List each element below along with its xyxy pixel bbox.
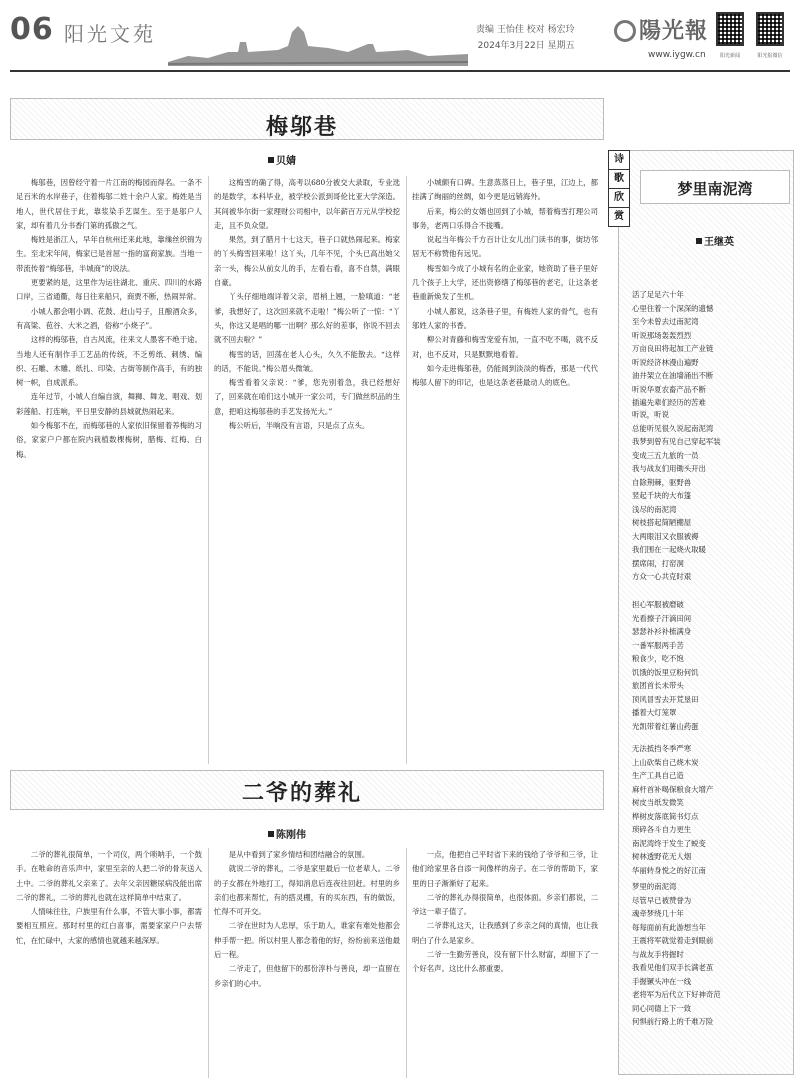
section-name: 阳光文苑 [64,22,156,46]
poem-line: 大两眼泪又衣服被褥 [632,531,699,541]
column-divider [406,176,407,764]
poem-line: 摆席闹，打窑洞 [632,558,684,568]
column-divider [208,176,209,764]
column-divider [406,848,407,1078]
poem-line: 桦树皮落底简书灯点 [632,811,699,821]
poem-line: 插遍先辈们经历的苦难 [632,398,706,407]
poem-line: 我看见他们双手长满老茧 [632,963,714,972]
column-divider [208,848,209,1078]
poem-line: 浅尽的南泥湾 [632,504,677,514]
poem-line: 树林透野花无人烟 [632,852,692,861]
poem-line: 油井架立在油墙涌出不断 [632,371,714,380]
paragraph: 柳公对青藤和梅雪宠爱有加，一直不吃不喝，就不反对，也不反对，只是默默地看着。 [412,335,598,359]
paragraph: 这样的梅邬巷，自古风流，往来文人墨客不绝于途。当地人还有制作手工艺品的传统，不乏剪纸、刺绣、编织、石雕、木雕、纸扎、印染、古街等制作高手，有的独树一帜，自成派系。 [16,335,202,388]
paragraph: 二爷葬礼这天，让我感到了乡亲之间的真情，也让我明白了什么是家乡。 [412,921,598,945]
poem-line: 老将军为后代立下好神奇范 [632,990,721,999]
poem-line: 听说那场轰轰烈烈 [632,330,692,340]
credit-block [476,22,575,54]
poem-line: 琐碎各斗自力更生 [632,825,692,834]
poem-line: 变成三五九旅的一员 [632,450,699,460]
poem-line: 自除荆棘，驱野兽 [632,477,692,487]
poem-line: 听说经济林漫山遍野 [632,357,699,367]
paragraph: 二爷在世时为人忠厚，乐于助人，谁家有难处他都会伸手帮一把。所以村里人都念着他的好，纷纷前来送他最后一程。 [214,921,400,960]
poem-line: 麻杆首补喝保粮食大增产 [632,784,714,794]
poem-line: 竖起千块的大布篷 [632,491,692,500]
article-column [412,848,598,1078]
article-column [214,848,400,1078]
poem-line: 树枝搭起简陋棚屋 [632,518,692,527]
poem-line: 南泥湾终于发生了蜕变 [632,838,706,848]
paragraph: 果然，到了腊月十七这天，巷子口就热闹起来。梅家的丫头梅雪回来啦！这丫头，几年不见，个头已高出她父亲一头，梅公从前女儿的手，左看右看，喜不自禁，满眼自豪。 [214,235,400,288]
paragraph: 梅姓是浙江人，早年自杭州迁来此地，靠缫丝织锦为生。至北宋年间，梅家已是首屈一指的富商家族。当地一带流传着“梅邬巷，半城商”的说法。 [16,235,202,273]
paragraph: 就说二爷的葬礼，二爷是家里最后一位老辈人。二爷的子女都在外地打工，得知消息后连夜往回赶。村里的乡亲们也都来帮忙，有的搭灵棚，有的买东西，有的做饭，忙得不可开交。 [214,864,400,917]
article-title: 二爷的葬礼 [241,780,362,806]
editor-line: 责编 王怡佳 校对 杨宏玲 [476,25,575,35]
paragraph: 后来，梅公的女婿也回到了小城，帮着梅雪打理公司事务，老两口乐得合不拢嘴。 [412,206,598,230]
paragraph: 二爷的葬礼很简单，一个司仪，两个唢呐手，一个鼓手。在唯命的音乐声中，家里至亲的人把二爷的骨灰送入土中。二爷的葬礼父亲来了。去年父亲因糖尿病没能出席二爷的葬礼，二爷的葬礼也就在这样简单中结束了。 [16,850,202,902]
poem-line: 无法抵挡冬季严寒 [632,744,692,753]
poem-line: 至今未曾去过南泥湾 [632,317,699,326]
poem-line: 旅团首长未带头 [632,681,684,690]
poem-line: 心里住着一个深深的遗憾 [632,303,714,313]
paper-name: 陽光報 [639,18,709,44]
poem-line: 一番军服两手苦 [632,640,684,650]
poem-line: 梦里的南泥湾 [632,882,677,891]
poem-line: 播着大灯笼罩 [632,708,677,717]
qr-caption: 阳光新闻 [719,53,740,59]
poem-stanza [632,880,792,1029]
poem-line: 顶风冒雪去开荒垦田 [632,694,699,704]
article-title: 梅邬巷 [265,114,338,140]
poem-line: 光看擦子汗滴田间 [632,613,692,623]
paragraph: 说起当年梅公千方百计让女儿出门读书的事，街坊邻居无不称赞他有远见。 [412,235,598,259]
sun-logo-icon [614,20,636,42]
poem-line: 饥饿的饭里豆粉何饥 [632,667,699,677]
paragraph: 二爷走了，但他留下的那份淳朴与善良，却一直留在乡亲们的心中。 [214,964,400,988]
poem-line: 我们围在一起烧火取暖 [632,545,706,554]
poem-stanza [632,742,792,877]
paragraph: 更要紧的是，这里作为运往湖北、重庆、四川的水路口岸，三省通衢，每日往来船只，商贾不断，热闹异常。 [16,278,202,302]
paragraph: 梅公听后，半晌没有言语，只是点了点头。 [228,421,370,431]
tag-char: 欣 [609,189,629,208]
article-column [214,176,400,764]
paragraph: 如今梅邬不在，而梅邬巷的人家依旧保留着养梅的习俗，家家户户都在院内栽植数棵梅树，腊梅、红梅、白梅。 [16,421,202,459]
poem-stanza [632,598,792,733]
poem-line: 王震将军就觉着走到眼前 [632,936,714,945]
tag-char: 歌 [609,170,629,189]
poem-line: 手握镢头冲在一线 [632,976,692,986]
poem-line: 听说华夏农畜产品不断 [632,384,706,394]
poem-line: 树皮当纸发微笑 [632,798,684,807]
article-column [16,848,202,1078]
paragraph: 小城人都会唱小调、花鼓、赶山号子，且酿酒众多，有高粱、苞谷、大米之酒，俗称“小烧子”。 [16,306,202,330]
poem-line: 瑟瑟补衫补梳满身 [632,627,692,636]
poem-line: 担心军服被磨破 [632,600,684,609]
paper-logo [614,14,708,45]
poetry-section-tag [608,150,630,227]
poem-line: 粮食少，吃不饱 [632,654,684,663]
website-url: www.iygw.cn [648,50,706,60]
article-author: 陈刚伟 [268,826,306,841]
masthead [0,0,800,78]
poem-line: 听说，听说 [632,410,669,419]
paragraph: 这梅雪的确了得，高考以680分被交大录取，专业选的是数学，本科毕业，被学校公派到哥伦比亚大学深造。其间被华尔街一家理财公司相中，以年薪百万元从学校挖走，且不负众望。 [214,178,400,230]
poem-line: 上山砍柴自己烧木炭 [632,757,699,767]
page-number: 06 [10,12,54,47]
paragraph: 梅雪的话，回荡在老人心头，久久不能散去。“这样的话，不能说。”梅公眉头微皱。 [214,349,400,373]
article-column [16,176,202,764]
paragraph: 梅雪看着父亲说：“爹，您先别着急，我已经想好了，回来就在咱们这小城开一家公司，专门做丝织品的生意，把咱这梅邬巷的手艺发扬光大。” [214,378,400,416]
poem-stanza [632,288,792,410]
poem-line: 魂牵梦绕几十年 [632,909,684,918]
poem-line: 尽管早已被赞誉为 [632,895,692,905]
poem-line: 方众一心共克时艰 [632,572,692,581]
poem-line: 与战友手将握时 [632,949,684,959]
paragraph: 二爷的葬礼办得很简单，也很体面。乡亲们都说，二爷这一辈子值了。 [412,892,598,917]
poem-line: 华丽转身悦之的好江南 [632,865,706,875]
poem-line: 何惧前行路上的千难万险 [632,1017,714,1026]
article-column [412,176,598,764]
poem-line: 活了足足六十年 [632,290,684,299]
poem-line: 光凯带着红薯山药蛋 [632,721,699,731]
poem-stanza [632,408,792,584]
poem-line: 生产工具自己造 [632,771,684,780]
poem-author: 王继英 [696,233,734,248]
poem-line: 我梦到曾有见自己穿起军装 [632,437,721,446]
qr-caption: 阳光报微信 [757,53,783,59]
paragraph: 梅邬巷，因曾经守着一片江南的梅园而得名。一条不足百米的水岸巷子，住着梅邬二姓十余户人家。梅姓是当地人，世代居住于此，靠浆染手艺谋生。至于是邬户人家，却有着几分书香门第的孤傲之气。 [16,178,202,230]
poem-line: 万亩良田将起加工产业链 [632,344,714,353]
poem-line: 每每面前有此游想当年 [632,922,706,932]
masthead-rule [10,70,790,72]
paragraph: 是从中看到了家乡情结和团结融合的氛围。 [228,850,370,859]
tag-char: 赏 [614,211,624,222]
paragraph: 梅雪如今成了小城有名的企业家，她资助了巷子里好几个孩子上大学，还出资修缮了梅邬巷的老宅，让这条老巷重新焕发了生机。 [412,263,598,302]
qr-code-icon [756,12,784,46]
paragraph: 一点，他把自己平时省下来的钱给了爷爷和三爷，让他们给家里各自添一间像样的房子。在二爷的帮助下，家里的日子渐渐好了起来。 [412,850,598,888]
city-skyline-illustration [168,22,468,66]
paragraph: 连年过节，小城人自编自演，舞狮、舞龙、唱戏、划彩莲船、打连响，平日里安静的县城就热闹起来。 [16,392,202,416]
paragraph: 小城颇有口碑。生意蒸蒸日上，巷子里，江边上，都挂满了绚丽的丝绸，如今更是远销海外。 [412,178,598,202]
paragraph: 人情味往往，户族里有什么事，不管大事小事，都需要相互照应。那时村里的红白喜事，需要家家户户去帮忙，在忙碌中，大家的感情也就越来越深厚。 [16,907,202,945]
poem-line: 总能听见很久说起南泥湾 [632,423,714,433]
poem-line: 同心同德上下一致 [632,1003,692,1013]
poem-title: 梦里南泥湾 [677,180,753,198]
paragraph: 二爷一生勤劳善良，没有留下什么财富，却留下了一个好名声。这比什么都重要。 [412,950,598,974]
qr-code-icon [716,12,744,46]
paragraph: 丫头仔细地端详着父亲，眉梢上翘，一脸嗔道：“老爹，我想好了，这次回来就不走啦！”梅公听了一惊：“丫头，你这又是唱的哪一出啊？那么好的差事，你说不回去就不回去啦？” [214,292,400,345]
tag-char: 诗 [609,151,629,170]
date-line: 2024年3月22日 星期五 [477,41,575,51]
paragraph: 如今走进梅邬巷，仍能闻到淡淡的梅香，那是一代代梅邬人留下的印记，也是这条老巷最动人的底色。 [412,363,598,388]
poem-line: 我与战友们用锄头开出 [632,464,706,473]
paragraph: 小城人都说，这条巷子里，有梅姓人家的骨气，也有邬姓人家的书香。 [412,306,598,330]
article-author: 贝婧 [268,152,296,167]
